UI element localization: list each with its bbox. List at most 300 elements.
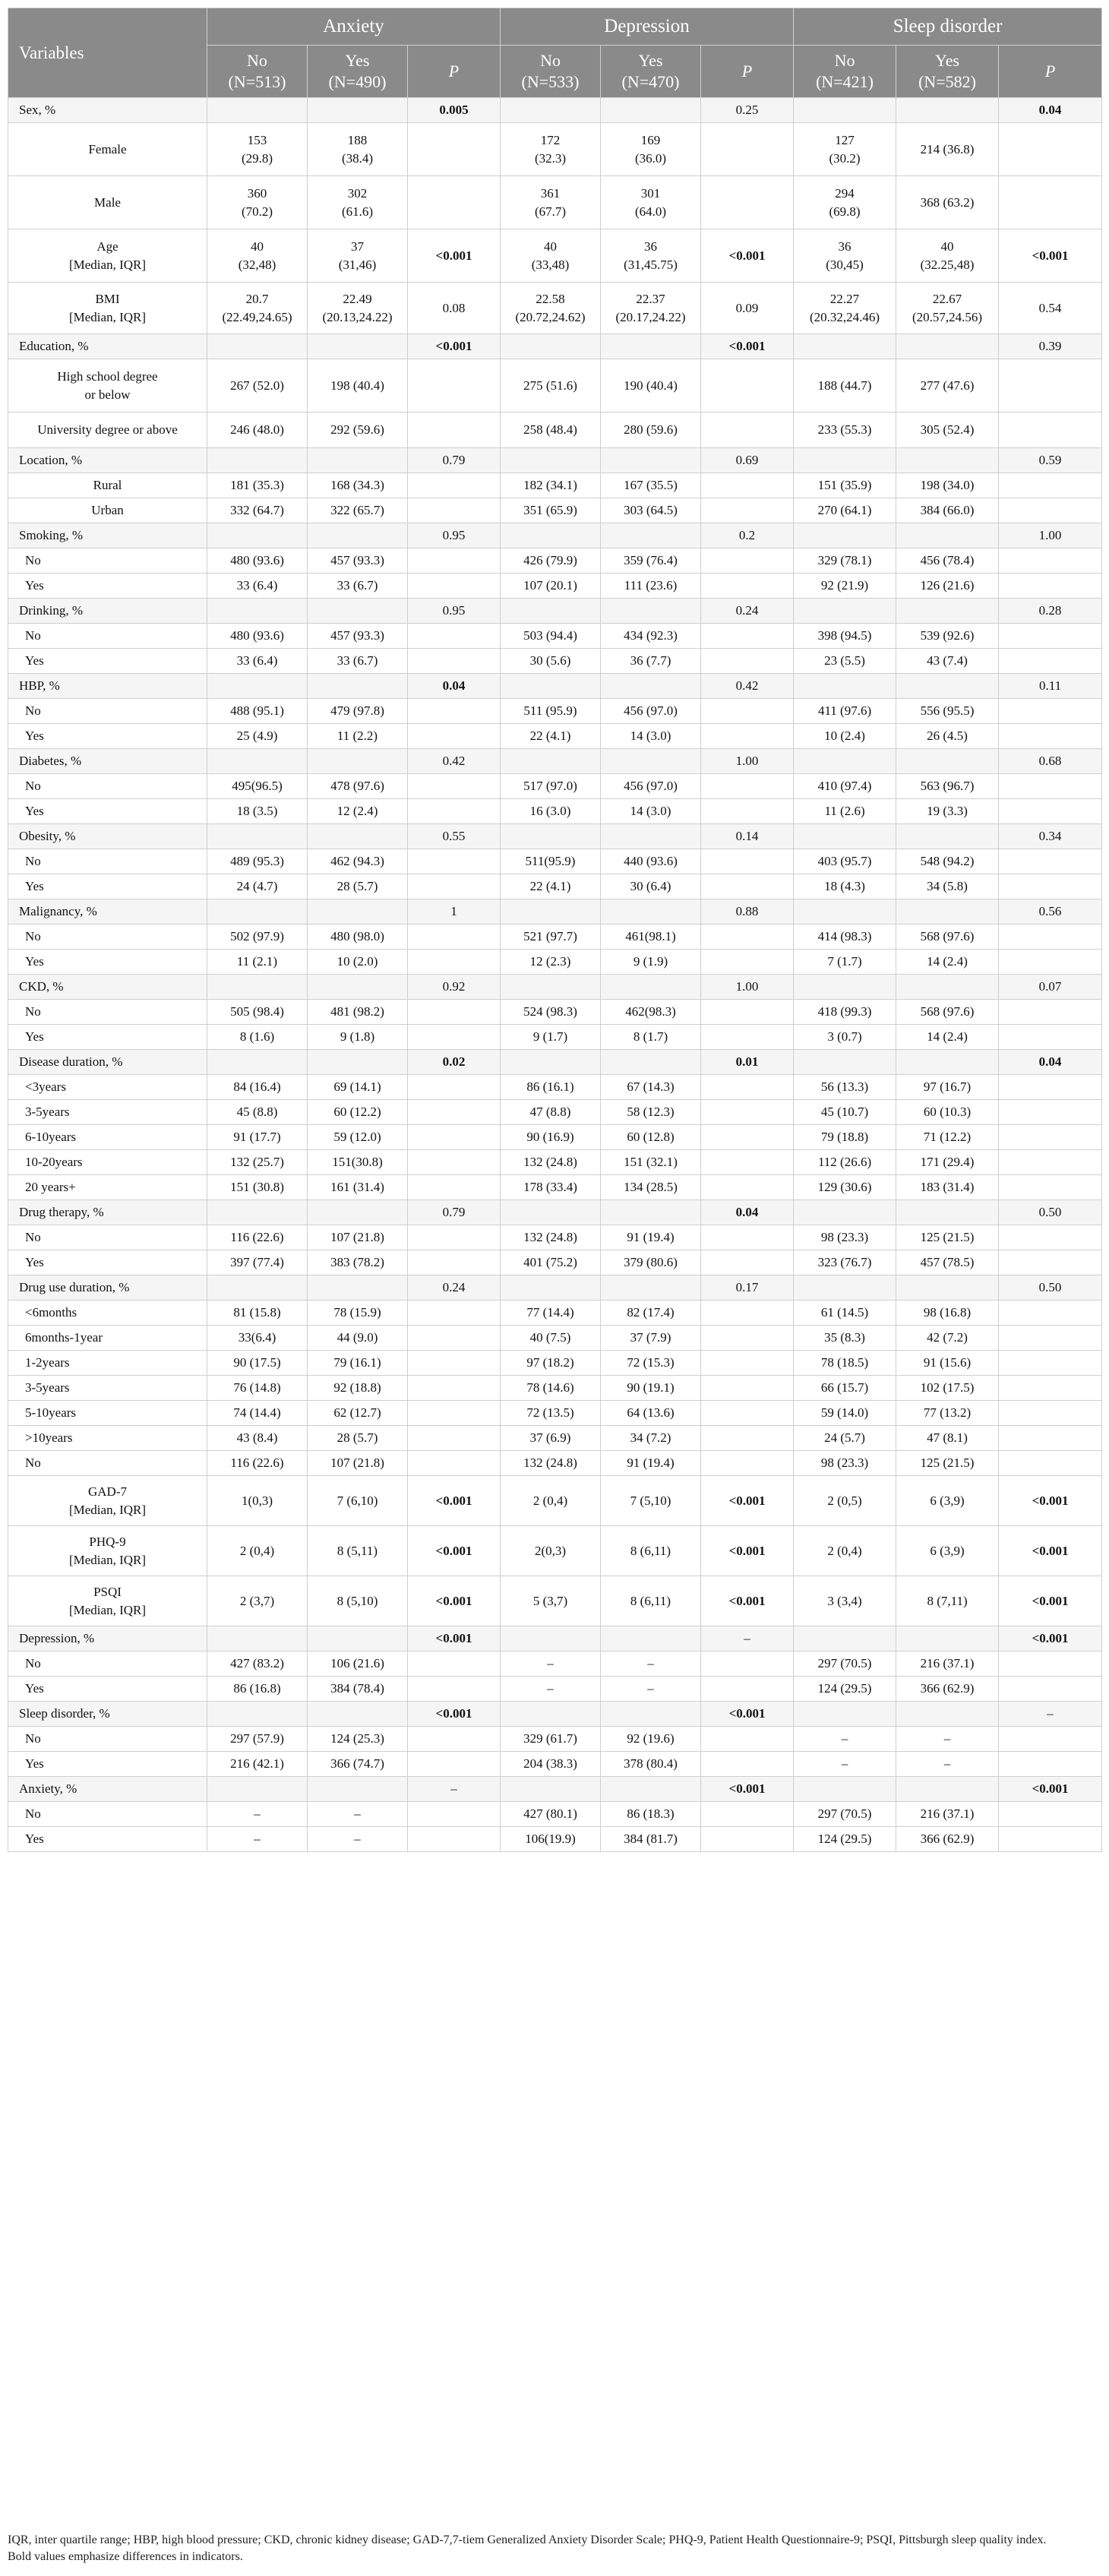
row-label-line: 10-20years <box>25 1155 83 1169</box>
p-value-cell <box>701 1827 794 1852</box>
value-cell: 37 (7.9) <box>601 1326 701 1351</box>
p-value-cell <box>999 1100 1102 1125</box>
subheader-p-value <box>701 46 794 98</box>
p-value-cell <box>701 359 794 412</box>
value-cell <box>308 975 408 1000</box>
value-cell <box>308 448 408 473</box>
row-label <box>8 176 207 229</box>
value-cell: 90 (16.9) <box>501 1125 601 1150</box>
value-cell: 397 (77.4) <box>207 1250 308 1275</box>
row-label-line: Sex, % <box>19 103 56 117</box>
table-row <box>8 283 1102 334</box>
value-cell: 107 (20.1) <box>501 574 601 599</box>
value-cell: 43 (8.4) <box>207 1426 308 1451</box>
table-row <box>8 1376 1102 1401</box>
value-cell: 132 (25.7) <box>207 1150 308 1175</box>
p-value-cell <box>999 1301 1102 1326</box>
value-cell: 302 (61.6) <box>308 176 408 229</box>
value-cell: 360 (70.2) <box>207 176 308 229</box>
value-cell: 22.58 (20.72,24.62) <box>501 283 601 334</box>
p-value-cell <box>701 1125 794 1150</box>
row-label-line: Male <box>94 194 121 210</box>
p-value-cell <box>408 1401 501 1426</box>
value-cell: – <box>501 1677 601 1702</box>
value-cell: 24 (5.7) <box>794 1426 896 1451</box>
row-label <box>8 1476 207 1526</box>
value-cell: 106 (21.6) <box>308 1651 408 1677</box>
value-cell <box>601 523 701 548</box>
value-cell: – <box>601 1651 701 1677</box>
value-cell <box>794 448 896 473</box>
table-row <box>8 849 1102 874</box>
value-cell: 124 (29.5) <box>794 1677 896 1702</box>
value-cell <box>601 1626 701 1651</box>
value-cell: 36 (7.7) <box>601 649 701 674</box>
value-cell <box>896 1626 999 1651</box>
p-value-cell: 1.00 <box>701 749 794 774</box>
table-row <box>8 1727 1102 1752</box>
value-cell: 66 (15.7) <box>794 1376 896 1401</box>
row-label <box>8 1626 207 1651</box>
value-cell: 47 (8.1) <box>896 1426 999 1451</box>
value-cell: 9 (1.7) <box>501 1025 601 1050</box>
value-cell: 204 (38.3) <box>501 1752 601 1777</box>
p-value-cell <box>701 412 794 448</box>
p-value-cell: – <box>408 1777 501 1802</box>
p-value-cell: – <box>999 1702 1102 1727</box>
value-cell: 59 (14.0) <box>794 1401 896 1426</box>
p-value-cell: 0.17 <box>701 1275 794 1301</box>
row-label <box>8 574 207 599</box>
row-label <box>8 1351 207 1376</box>
value-cell: – <box>207 1827 308 1852</box>
value-cell: 91 (17.7) <box>207 1125 308 1150</box>
row-label-line: 20 years+ <box>25 1180 76 1194</box>
value-cell: 410 (97.4) <box>794 774 896 799</box>
value-cell: 517 (97.0) <box>501 774 601 799</box>
value-cell: 280 (59.6) <box>601 412 701 448</box>
table-row <box>8 1025 1102 1050</box>
p-value-cell <box>701 1351 794 1376</box>
row-label <box>8 1200 207 1225</box>
table-row <box>8 624 1102 649</box>
row-label <box>8 975 207 1000</box>
value-cell: 37 (6.9) <box>501 1426 601 1451</box>
value-cell: 77 (14.4) <box>501 1301 601 1326</box>
p-value-cell <box>408 548 501 574</box>
subheader-count: (N=582) <box>918 72 977 91</box>
value-cell <box>501 1777 601 1802</box>
value-cell: 378 (80.4) <box>601 1752 701 1777</box>
p-value-cell: 0.42 <box>701 674 794 699</box>
value-cell: 64 (13.6) <box>601 1401 701 1426</box>
value-cell: 461(98.1) <box>601 925 701 950</box>
characteristics-table <box>8 8 1102 1852</box>
value-cell: 28 (5.7) <box>308 874 408 899</box>
value-cell: 81 (15.8) <box>207 1301 308 1326</box>
value-cell <box>794 1626 896 1651</box>
value-cell: 246 (48.0) <box>207 412 308 448</box>
p-value-cell <box>701 1075 794 1100</box>
value-cell: 190 (40.4) <box>601 359 701 412</box>
table-row <box>8 229 1102 283</box>
table-row <box>8 925 1102 950</box>
value-cell: 112 (26.6) <box>794 1150 896 1175</box>
value-cell: 161 (31.4) <box>308 1175 408 1200</box>
value-cell: 297 (70.5) <box>794 1651 896 1677</box>
row-label-line: 1-2years <box>25 1355 70 1370</box>
row-label-line: [Median, IQR] <box>68 1602 147 1617</box>
value-cell <box>308 523 408 548</box>
value-cell <box>308 1275 408 1301</box>
value-cell <box>896 1200 999 1225</box>
value-cell: 188 (44.7) <box>794 359 896 412</box>
value-cell <box>896 448 999 473</box>
value-cell: 71 (12.2) <box>896 1125 999 1150</box>
value-cell: 77 (13.2) <box>896 1401 999 1426</box>
row-label-line: No <box>25 1806 41 1821</box>
table-row <box>8 1401 1102 1426</box>
value-cell: 332 (64.7) <box>207 498 308 523</box>
p-value-cell <box>701 1000 794 1025</box>
value-cell: 14 (2.4) <box>896 1025 999 1050</box>
p-value-cell: <0.001 <box>408 229 501 283</box>
value-cell: 67 (14.3) <box>601 1075 701 1100</box>
p-value-cell <box>701 1376 794 1401</box>
p-value-cell: 0.2 <box>701 523 794 548</box>
row-label-line: Obesity, % <box>19 829 76 843</box>
value-cell: 172 (32.3) <box>501 123 601 176</box>
value-cell: 488 (95.1) <box>207 699 308 724</box>
p-value-cell <box>999 1677 1102 1702</box>
p-value-cell <box>701 123 794 176</box>
value-cell: 258 (48.4) <box>501 412 601 448</box>
p-value-cell <box>999 1401 1102 1426</box>
p-value-cell: 0.24 <box>408 1275 501 1301</box>
row-label-line: <3years <box>25 1079 66 1094</box>
value-cell: 267 (52.0) <box>207 359 308 412</box>
row-label-line: PHQ-9 <box>89 1534 126 1549</box>
value-cell <box>896 674 999 699</box>
value-cell: 132 (24.8) <box>501 1225 601 1250</box>
row-label-line: Malignancy, % <box>19 904 97 918</box>
row-label-line: Yes <box>25 954 44 969</box>
value-cell: 11 (2.2) <box>308 724 408 749</box>
p-value-cell <box>701 1802 794 1827</box>
value-cell <box>794 1050 896 1075</box>
value-cell: 495(96.5) <box>207 774 308 799</box>
row-label <box>8 1075 207 1100</box>
subheader-yes <box>308 46 408 98</box>
value-cell: 134 (28.5) <box>601 1175 701 1200</box>
value-cell: 414 (98.3) <box>794 925 896 950</box>
value-cell: 401 (75.2) <box>501 1250 601 1275</box>
table-row <box>8 1125 1102 1150</box>
table-row <box>8 1351 1102 1376</box>
value-cell: 62 (12.7) <box>308 1401 408 1426</box>
p-value-cell <box>408 1025 501 1050</box>
value-cell: 2 (3,7) <box>207 1576 308 1626</box>
row-label-line: Smoking, % <box>19 528 84 542</box>
value-cell: 182 (34.1) <box>501 473 601 498</box>
value-cell <box>501 523 601 548</box>
value-cell <box>308 1777 408 1802</box>
subheader-label: No <box>247 51 267 70</box>
value-cell: 90 (19.1) <box>601 1376 701 1401</box>
value-cell: 22.49 (20.13,24.22) <box>308 283 408 334</box>
value-cell: 167 (35.5) <box>601 473 701 498</box>
row-label-line: No <box>25 1731 41 1746</box>
value-cell: 10 (2.0) <box>308 950 408 975</box>
value-cell: 297 (70.5) <box>794 1802 896 1827</box>
value-cell: 521 (97.7) <box>501 925 601 950</box>
p-value-cell: 0.28 <box>999 599 1102 624</box>
value-cell: 8 (6,11) <box>601 1576 701 1626</box>
p-value-cell: <0.001 <box>701 1476 794 1526</box>
p-value-cell: <0.001 <box>408 1576 501 1626</box>
p-value-cell: 1 <box>408 899 501 925</box>
value-cell: 102 (17.5) <box>896 1376 999 1401</box>
row-label-line: 6months-1year <box>25 1330 103 1345</box>
row-label <box>8 1651 207 1677</box>
p-value-cell: 0.02 <box>408 1050 501 1075</box>
p-value-cell <box>999 359 1102 412</box>
value-cell: 82 (17.4) <box>601 1301 701 1326</box>
value-cell: 42 (7.2) <box>896 1326 999 1351</box>
row-label-line: No <box>25 929 41 943</box>
p-value-cell <box>408 1125 501 1150</box>
value-cell: – <box>794 1727 896 1752</box>
value-cell: 480 (93.6) <box>207 548 308 574</box>
value-cell: 7 (6,10) <box>308 1476 408 1526</box>
p-value-cell <box>999 1326 1102 1351</box>
table-row <box>8 574 1102 599</box>
value-cell: 91 (15.6) <box>896 1351 999 1376</box>
group-header-anxiety: Anxiety <box>207 8 501 46</box>
table-row <box>8 1752 1102 1777</box>
table-row <box>8 774 1102 799</box>
value-cell: 59 (12.0) <box>308 1125 408 1150</box>
value-cell: 91 (19.4) <box>601 1451 701 1476</box>
p-value-cell: <0.001 <box>999 1777 1102 1802</box>
value-cell <box>308 1200 408 1225</box>
value-cell: 153 (29.8) <box>207 123 308 176</box>
value-cell: 92 (19.6) <box>601 1727 701 1752</box>
row-label-line: Yes <box>25 879 44 893</box>
value-cell: 216 (37.1) <box>896 1802 999 1827</box>
category-row <box>8 98 1102 123</box>
value-cell: 60 (12.8) <box>601 1125 701 1150</box>
value-cell: 198 (34.0) <box>896 473 999 498</box>
row-label <box>8 1802 207 1827</box>
value-cell: – <box>896 1727 999 1752</box>
row-label-line: [Median, IQR] <box>68 1502 147 1517</box>
p-value-cell: <0.001 <box>999 1576 1102 1626</box>
row-label-line: PSQI <box>93 1584 122 1599</box>
p-value-cell <box>701 1752 794 1777</box>
value-cell: 366 (62.9) <box>896 1677 999 1702</box>
value-cell: 22 (4.1) <box>501 724 601 749</box>
row-label-line: [Median, IQR] <box>68 1552 147 1567</box>
p-value-cell <box>999 473 1102 498</box>
value-cell: 384 (81.7) <box>601 1827 701 1852</box>
value-cell: 456 (97.0) <box>601 699 701 724</box>
value-cell: 125 (21.5) <box>896 1451 999 1476</box>
value-cell: 427 (80.1) <box>501 1802 601 1827</box>
p-value-cell <box>701 1451 794 1476</box>
table-row <box>8 1827 1102 1852</box>
table-row <box>8 1100 1102 1125</box>
value-cell: 45 (10.7) <box>794 1100 896 1125</box>
value-cell <box>794 975 896 1000</box>
row-label-line: Yes <box>25 1255 44 1269</box>
value-cell <box>308 824 408 849</box>
row-label-line: No <box>25 779 41 793</box>
value-cell: – <box>501 1651 601 1677</box>
value-cell <box>501 1200 601 1225</box>
value-cell: 303 (64.5) <box>601 498 701 523</box>
p-value-cell: <0.001 <box>701 1526 794 1576</box>
category-row <box>8 599 1102 624</box>
value-cell: 60 (10.3) <box>896 1100 999 1125</box>
value-cell: 16 (3.0) <box>501 799 601 824</box>
value-cell: 40 (33,48) <box>501 229 601 283</box>
p-value-cell <box>408 1100 501 1125</box>
p-value-cell <box>999 412 1102 448</box>
row-label-line: Drug use duration, % <box>19 1280 130 1294</box>
value-cell <box>896 523 999 548</box>
value-cell <box>601 334 701 359</box>
p-value-cell: 0.92 <box>408 975 501 1000</box>
row-label <box>8 1526 207 1576</box>
value-cell: 98 (23.3) <box>794 1225 896 1250</box>
p-value-cell <box>999 624 1102 649</box>
table-row <box>8 1075 1102 1100</box>
value-cell: 98 (16.8) <box>896 1301 999 1326</box>
value-cell: 11 (2.6) <box>794 799 896 824</box>
row-label <box>8 498 207 523</box>
p-value-cell <box>701 1175 794 1200</box>
value-cell: 18 (4.3) <box>794 874 896 899</box>
subheader-label: Yes <box>345 51 370 70</box>
p-value-cell <box>408 412 501 448</box>
value-cell: 33(6.4) <box>207 1326 308 1351</box>
value-cell: 35 (8.3) <box>794 1326 896 1351</box>
row-label-line: Yes <box>25 653 44 668</box>
subheader-no <box>207 46 308 98</box>
row-label <box>8 1175 207 1200</box>
row-label-line: GAD-7 <box>88 1484 127 1499</box>
value-cell: 384 (78.4) <box>308 1677 408 1702</box>
value-cell: 457 (78.5) <box>896 1250 999 1275</box>
row-label <box>8 1225 207 1250</box>
value-cell: 22 (4.1) <box>501 874 601 899</box>
value-cell <box>601 448 701 473</box>
p-value-cell <box>408 774 501 799</box>
value-cell <box>501 599 601 624</box>
value-cell: 40 (32.25,48) <box>896 229 999 283</box>
category-row <box>8 1626 1102 1651</box>
value-cell: 111 (23.6) <box>601 574 701 599</box>
value-cell: 84 (16.4) <box>207 1075 308 1100</box>
value-cell: 411 (97.6) <box>794 699 896 724</box>
row-label-line: 3-5years <box>25 1380 70 1395</box>
value-cell: 366 (62.9) <box>896 1827 999 1852</box>
value-cell: 359 (76.4) <box>601 548 701 574</box>
p-value-cell <box>999 874 1102 899</box>
row-label <box>8 1000 207 1025</box>
p-value-cell: <0.001 <box>408 334 501 359</box>
value-cell <box>207 599 308 624</box>
p-value-cell: 0.04 <box>701 1200 794 1225</box>
subheader-label: No <box>540 51 561 70</box>
subheader-no <box>501 46 601 98</box>
value-cell: 568 (97.6) <box>896 1000 999 1025</box>
value-cell: 216 (37.1) <box>896 1651 999 1677</box>
value-cell: 12 (2.3) <box>501 950 601 975</box>
row-label-line: Yes <box>25 1029 44 1044</box>
value-cell: 181 (35.3) <box>207 473 308 498</box>
p-value-cell <box>408 649 501 674</box>
value-cell: 34 (5.8) <box>896 874 999 899</box>
value-cell <box>794 1275 896 1301</box>
p-value-cell: <0.001 <box>999 1476 1102 1526</box>
p-value-cell: <0.001 <box>701 334 794 359</box>
value-cell: 9 (1.8) <box>308 1025 408 1050</box>
value-cell: 1(0,3) <box>207 1476 308 1526</box>
subheader-no <box>794 46 896 98</box>
p-value-cell <box>408 574 501 599</box>
p-value-cell <box>999 176 1102 229</box>
row-label-line: [Median, IQR] <box>68 309 147 324</box>
value-cell: 188 (38.4) <box>308 123 408 176</box>
value-cell: 384 (66.0) <box>896 498 999 523</box>
value-cell <box>601 749 701 774</box>
category-row <box>8 1275 1102 1301</box>
p-value-cell <box>999 1250 1102 1275</box>
p-value-cell <box>999 925 1102 950</box>
p-value-cell: 0.95 <box>408 599 501 624</box>
value-cell: 8 (5,11) <box>308 1526 408 1576</box>
value-cell: 106(19.9) <box>501 1827 601 1852</box>
category-row <box>8 523 1102 548</box>
value-cell: 56 (13.3) <box>794 1075 896 1100</box>
value-cell: 361 (67.7) <box>501 176 601 229</box>
row-label <box>8 1401 207 1426</box>
value-cell: 107 (21.8) <box>308 1225 408 1250</box>
value-cell: 116 (22.6) <box>207 1225 308 1250</box>
value-cell <box>501 334 601 359</box>
table-footnote <box>8 2532 1101 2565</box>
p-value-cell <box>408 1250 501 1275</box>
table-row <box>8 498 1102 523</box>
p-value-cell <box>999 1651 1102 1677</box>
value-cell <box>601 1777 701 1802</box>
value-cell: 125 (21.5) <box>896 1225 999 1250</box>
value-cell: 24 (4.7) <box>207 874 308 899</box>
p-value-cell: 0.04 <box>999 1050 1102 1075</box>
row-label <box>8 1426 207 1451</box>
value-cell: 58 (12.3) <box>601 1100 701 1125</box>
value-cell: 26 (4.5) <box>896 724 999 749</box>
p-value-cell <box>408 1426 501 1451</box>
value-cell: 511(95.9) <box>501 849 601 874</box>
p-value-cell <box>999 1727 1102 1752</box>
p-value-cell <box>701 574 794 599</box>
p-value-cell <box>701 1426 794 1451</box>
value-cell: 418 (99.3) <box>794 1000 896 1025</box>
value-cell: 563 (96.7) <box>896 774 999 799</box>
